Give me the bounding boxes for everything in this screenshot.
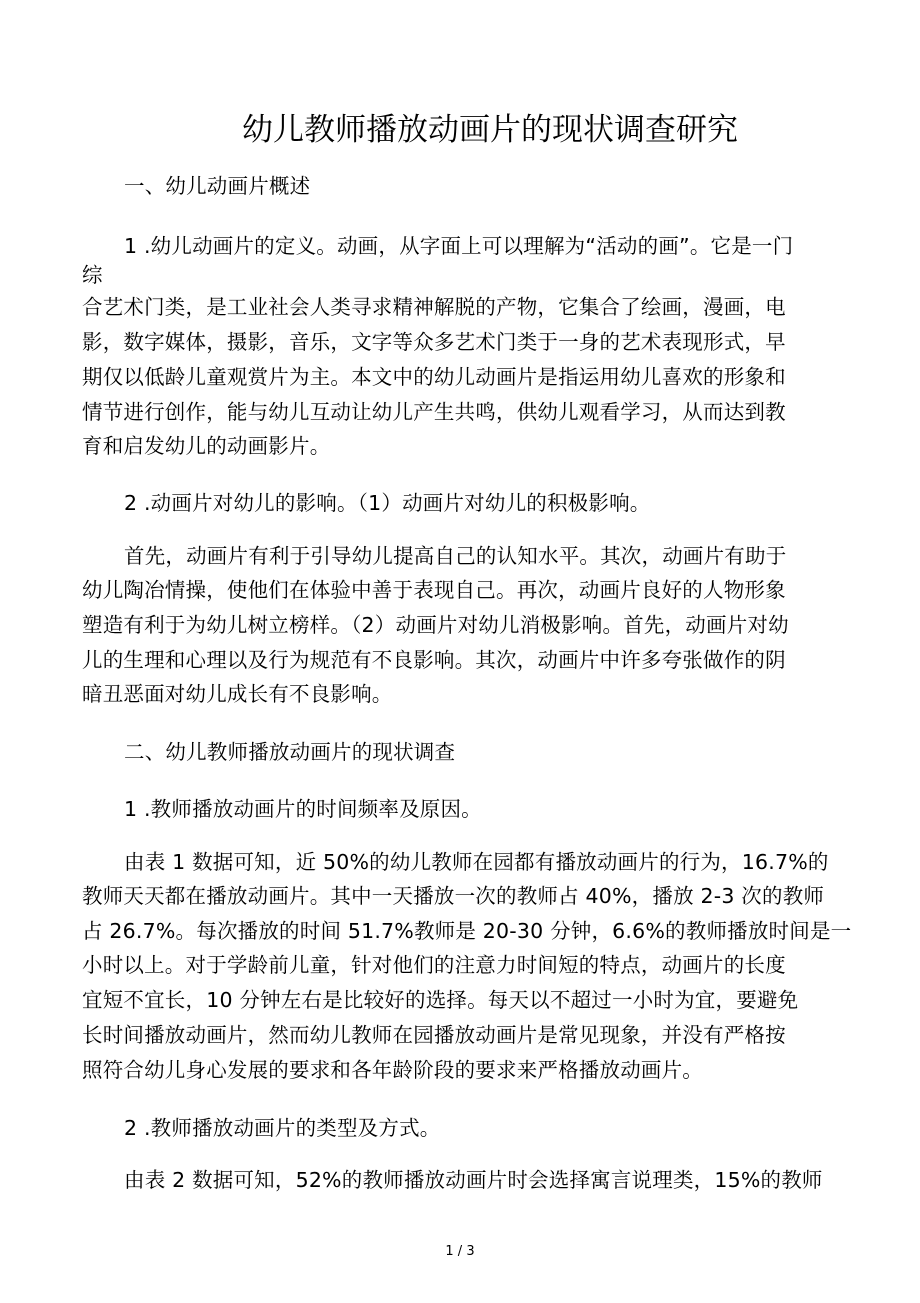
paragraph-line: 由表 2 数据可知，52%的教师播放动画片时会选择寓言说理类，15%的教师 [124, 1168, 823, 1192]
paragraph-line: 综 [82, 263, 103, 287]
paragraph-line: 2 .动画片对幼儿的影响。（1）动画片对幼儿的积极影响。 [124, 491, 651, 515]
paragraph-line: 幼儿陶冶情操，使他们在体验中善于表现自己。再次，动画片良好的人物形象 [82, 578, 786, 602]
paragraph-line: 教师天天都在播放动画片。其中一天播放一次的教师占 40%，播放 2-3 次的教师 [82, 884, 825, 908]
section-heading-1: 一、幼儿动画片概述 [124, 174, 311, 198]
paragraph-line: 照符合幼儿身心发展的要求和各年龄阶段的要求来严格播放动画片。 [82, 1058, 703, 1082]
page-number: 1 / 3 [445, 1244, 475, 1259]
paragraph-line: 1 .教师播放动画片的时间频率及原因。 [124, 797, 482, 821]
paragraph-line: 小时以上。对于学龄前儿童，针对他们的注意力时间短的特点，动画片的长度 [82, 953, 786, 977]
section-heading-2: 二、幼儿教师播放动画片的现状调查 [124, 740, 456, 764]
paragraph-line: 情节进行创作，能与幼儿互动让幼儿产生共鸣，供幼儿观看学习，从而达到教 [82, 400, 786, 424]
paragraph-line: 2 .教师播放动画片的类型及方式。 [124, 1116, 441, 1140]
paragraph-line: 儿的生理和心理以及行为规范有不良影响。其次，动画片中许多夸张做作的阴 [82, 648, 786, 672]
paragraph-line: 长时间播放动画片，然而幼儿教师在园播放动画片是常见现象，并没有严格按 [82, 1023, 786, 1047]
page-title: 幼儿教师播放动画片的现状调查研究 [242, 112, 738, 148]
paragraph-line: 首先，动画片有利于引导幼儿提高自己的认知水平。其次，动画片有助于 [124, 544, 787, 568]
paragraph-line: 暗丑恶面对幼儿成长有不良影响。 [82, 682, 393, 706]
paragraph-line: 由表 1 数据可知，近 50%的幼儿教师在园都有播放动画片的行为，16.7%的 [124, 850, 829, 874]
paragraph-line: 影，数字媒体，摄影，音乐，文字等众多艺术门类于一身的艺术表现形式，早 [82, 330, 786, 354]
paragraph-line: 合艺术门类，是工业社会人类寻求精神解脱的产物，它集合了绘画，漫画，电 [82, 295, 786, 319]
paragraph-line: 塑造有利于为幼儿树立榜样。（2）动画片对幼儿消极影响。首先，动画片对幼 [82, 613, 789, 637]
paragraph-line: 宜短不宜长，10 分钟左右是比较好的选择。每天以不超过一小时为宜，要避免 [82, 988, 799, 1012]
paragraph-line: 占 26.7%。每次播放的时间 51.7%教师是 20-30 分钟，6.6%的教师播放时间是一 [82, 919, 852, 943]
paragraph-line: 育和启发幼儿的动画影片。 [82, 434, 331, 458]
paragraph-line: 期仅以低龄儿童观赏片为主。本文中的幼儿动画片是指运用幼儿喜欢的形象和 [82, 365, 786, 389]
paragraph-line: 1 .幼儿动画片的定义。动画，从字面上可以理解为“活动的画”。它是一门 [124, 234, 794, 258]
